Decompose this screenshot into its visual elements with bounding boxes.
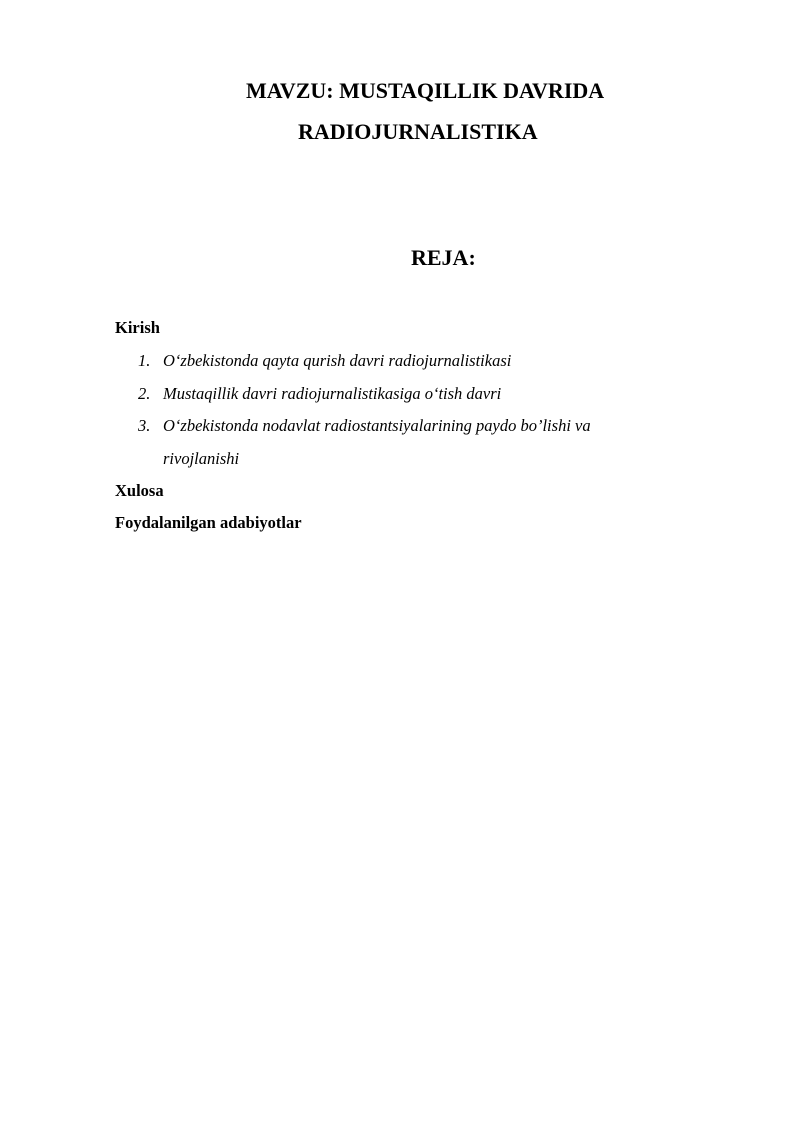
plan-item-number: 3.: [138, 416, 151, 435]
plan-item-text: O‘zbekistonda nodavlat radiostantsiyalarining paydo bo’lishi va rivojlanishi: [163, 416, 591, 468]
plan-item-text: O‘zbekistonda qayta qurish davri radiojurnalistikasi: [163, 351, 512, 370]
plan-item-number: 1.: [138, 351, 151, 370]
intro-label: Kirish: [115, 318, 160, 337]
plan-item-number: 2.: [138, 384, 151, 403]
references-label: Foydalanilgan adabiyotlar: [115, 513, 302, 532]
conclusion-label: Xulosa: [115, 481, 164, 500]
plan-heading: REJA:: [411, 245, 476, 270]
document-title-line-1: MAVZU: MUSTAQILLIK DAVRIDA: [246, 78, 605, 103]
document-title-line-2: RADIOJURNALISTIKA: [298, 119, 538, 144]
plan-item-text: Mustaqillik davri radiojurnalistikasiga o‘tish davri: [163, 384, 502, 403]
